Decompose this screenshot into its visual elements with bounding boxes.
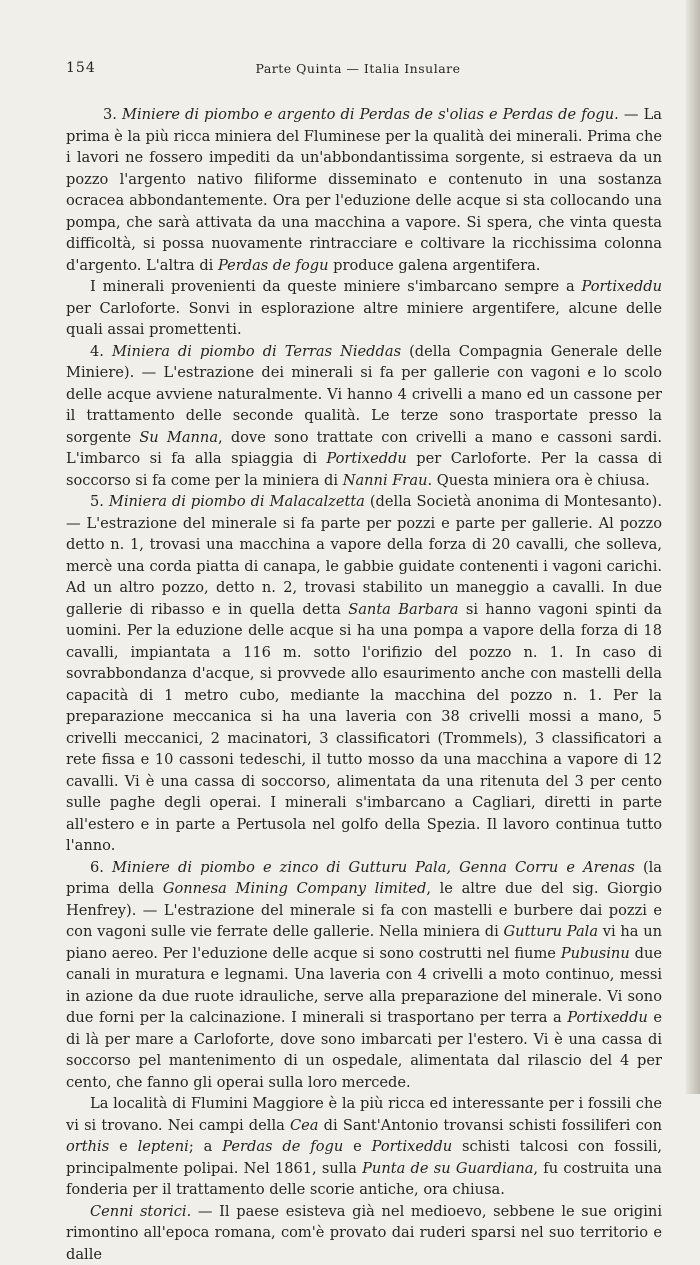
text-run: (la prima della <box>66 859 662 898</box>
text-run: 3. <box>103 106 122 123</box>
text-run: . Questa miniera ora è chiusa. <box>427 472 649 489</box>
text-run: di Sant'Antonio trovansi schisti fossiliferi con <box>319 1117 662 1134</box>
body-text <box>66 104 662 1265</box>
text-run: (della Compagnia Generale delle Miniere). — L'estrazione dei minerali si fa per gallerie con vagoni e lo scolo delle acque avviene naturalmente. Vi hanno 4 crivelli a mano ed un cassone per il trattamento delle seconde qualità. Le terze sono trasportate presso la sorgente <box>66 343 662 446</box>
paragraph <box>66 491 662 857</box>
text-run: e <box>343 1138 371 1155</box>
paragraph <box>66 1201 662 1265</box>
text-run: due canali in muratura e legnami. Una laveria con 4 crivelli a moto continuo, messi in azione da due ruote idrauliche, serve alla preparazione del minerale. Vi sono due forni per la calcinazione. I minerali si trasportano per terra a <box>66 945 662 1027</box>
paragraph <box>66 1093 662 1201</box>
text-run: I minerali provenienti da queste miniere s'imbarcano sempre a <box>90 278 582 295</box>
text-run: produce galena argentifera. <box>328 257 540 274</box>
text-run: schisti talcosi con fossili, principalmente polipai. Nel 1861, sulla <box>66 1138 662 1177</box>
italic-text: Punta de su Guardiana <box>362 1160 533 1177</box>
italic-text: Nanni Frau <box>343 472 428 489</box>
text-run: (della Società anonima di Montesanto). — L'estrazione del minerale si fa parte per pozzi e parte per gallerie. Al pozzo detto n. 1, trovasi una macchina a vapore della forza di 20 cavalli, che solleva, mercè una corda piatta di canapa, le gabbie guidate contenenti i vagoni carichi. Ad un altro pozzo, detto n. 2, trovasi stabilito un maneggio a cavalli. In due gallerie di ribasso e in quella detta <box>66 493 662 618</box>
italic-text: Miniere di piombo e zinco di Gutturu Pala, Genna Corru e Arenas <box>112 859 635 876</box>
italic-text: Miniere di piombo e argento di Perdas de s'olias e Perdas de fogu. <box>122 106 619 123</box>
text-run: per Carloforte. Sonvi in esplorazione altre miniere argentifere, alcune delle quali assai promettenti. <box>66 300 662 339</box>
text-run: 5. <box>90 493 109 510</box>
italic-text: lepteni <box>138 1138 189 1155</box>
page-header <box>66 60 650 80</box>
italic-text: Gutturu Pala <box>504 923 599 940</box>
text-run: 6. <box>90 859 112 876</box>
italic-text: Cenni storici. <box>90 1203 191 1220</box>
text-run: vi ha un piano aereo. Per l'eduzione delle acque si sono costrutti nel fiume <box>66 923 662 962</box>
text-run: — Il paese esisteva già nel medioevo, sebbene le sue origini rimontino all'epoca romana, com'è provato dai ruderi sparsi nel suo territorio e dalle <box>66 1203 662 1263</box>
italic-text: orthis <box>66 1138 109 1155</box>
italic-text: Portixeddu <box>567 1009 647 1026</box>
running-title: Parte Quinta — Italia Insulare <box>66 61 650 76</box>
italic-text: Portixeddu <box>582 278 662 295</box>
text-run: e <box>109 1138 137 1155</box>
paragraph <box>66 276 662 341</box>
text-run: e di là per mare a Carloforte, dove sono imbarcati per l'estero. Vi è una cassa di soccorso pel mantenimento di un ospedale, alimentata dal rilascio del 4 per cento, che fanno gli operai sulla loro mercede. <box>66 1009 662 1091</box>
text-run: 4. <box>90 343 112 360</box>
text-run: , le altre due del sig. Giorgio Henfrey). — L'estrazione del minerale si fa con mastelli e burbere dai pozzi e con vagoni sulle vie ferrate delle gallerie. Nella miniera di <box>66 880 662 940</box>
text-run: si hanno vagoni spinti da uomini. Per la eduzione delle acque si ha una pompa a vapore della forza di 18 cavalli, impiantata a 116 m. sotto l'orifizio del pozzo n. 1. In caso di sovrabbondanza d'acque, si provvede allo esaurimento anche con mastelli della capacità di 1 metro cubo, mediante la macchina del pozzo n. 1. Per la preparazione meccanica si ha una laveria con 38 crivelli mossi a mano, 5 crivelli meccanici, 2 macinatori, 3 classificatori (Trommels), 3 classificatori a rete fissa e 10 cassoni tedeschi, il tutto mosso da una macchina a vapore di 12 cavalli. Vi è una cassa di soccorso, alimentata da una ritenuta del 3 per cento sulle paghe degli operai. I minerali s'imbarcano a Cagliari, diretti in parte all'estero e in parte a Pertusola nel golfo della Spezia. Il lavoro continua tutto l'anno. <box>66 601 662 855</box>
italic-text: Perdas de fogu <box>222 1138 343 1155</box>
text-run: ; a <box>189 1138 222 1155</box>
paragraph <box>66 341 662 492</box>
page-edge-shadow <box>686 0 700 1094</box>
italic-text: Santa Barbara <box>348 601 458 618</box>
text-run: per Carloforte. Per la cassa di soccorso si fa come per la miniera di <box>66 450 662 489</box>
italic-text: Portixeddu <box>326 450 406 467</box>
italic-text: Pubusinu <box>561 945 630 962</box>
italic-text: Miniera di piombo di Malacalzetta <box>109 493 365 510</box>
paragraph <box>66 857 662 1094</box>
italic-text: Su Manna <box>139 429 218 446</box>
italic-text: Miniera di piombo di Terras Nieddas <box>112 343 401 360</box>
text-run: — La prima è la più ricca miniera del Fluminese per la qualità dei minerali. Prima che i lavori ne fossero impediti da un'abbondantissima sorgente, si estraeva da un pozzo l'argento nativo filiforme disseminato e contenuto in una sostanza ocracea abbondantemente. Ora per l'eduzione delle acque si sta collocando una pompa, che sarà attivata da una macchina a vapore. Si spera, che vinta questa difficoltà, si possa nuovamente rintracciare e coltivare la ricchissima colonna d'argento. L'altra di <box>66 106 662 274</box>
italic-text: Gonnesa Mining Company limited <box>163 880 427 897</box>
italic-text: Perdas de fogu <box>218 257 329 274</box>
text-run: , dove sono trattate con crivelli a mano e cassoni sardi. L'imbarco si fa alla spiaggia di <box>66 429 662 468</box>
italic-text: Portixeddu <box>372 1138 452 1155</box>
italic-text: Cea <box>290 1117 319 1134</box>
paragraph <box>66 104 662 276</box>
text-run: La località di Flumini Maggiore è la più ricca ed interessante per i fossili che vi si trovano. Nei campi della <box>66 1095 662 1134</box>
page-number: 154 <box>66 60 96 76</box>
text-run: , fu costruita una fonderia per il trattamento delle scorie antiche, ora chiusa. <box>66 1160 662 1199</box>
